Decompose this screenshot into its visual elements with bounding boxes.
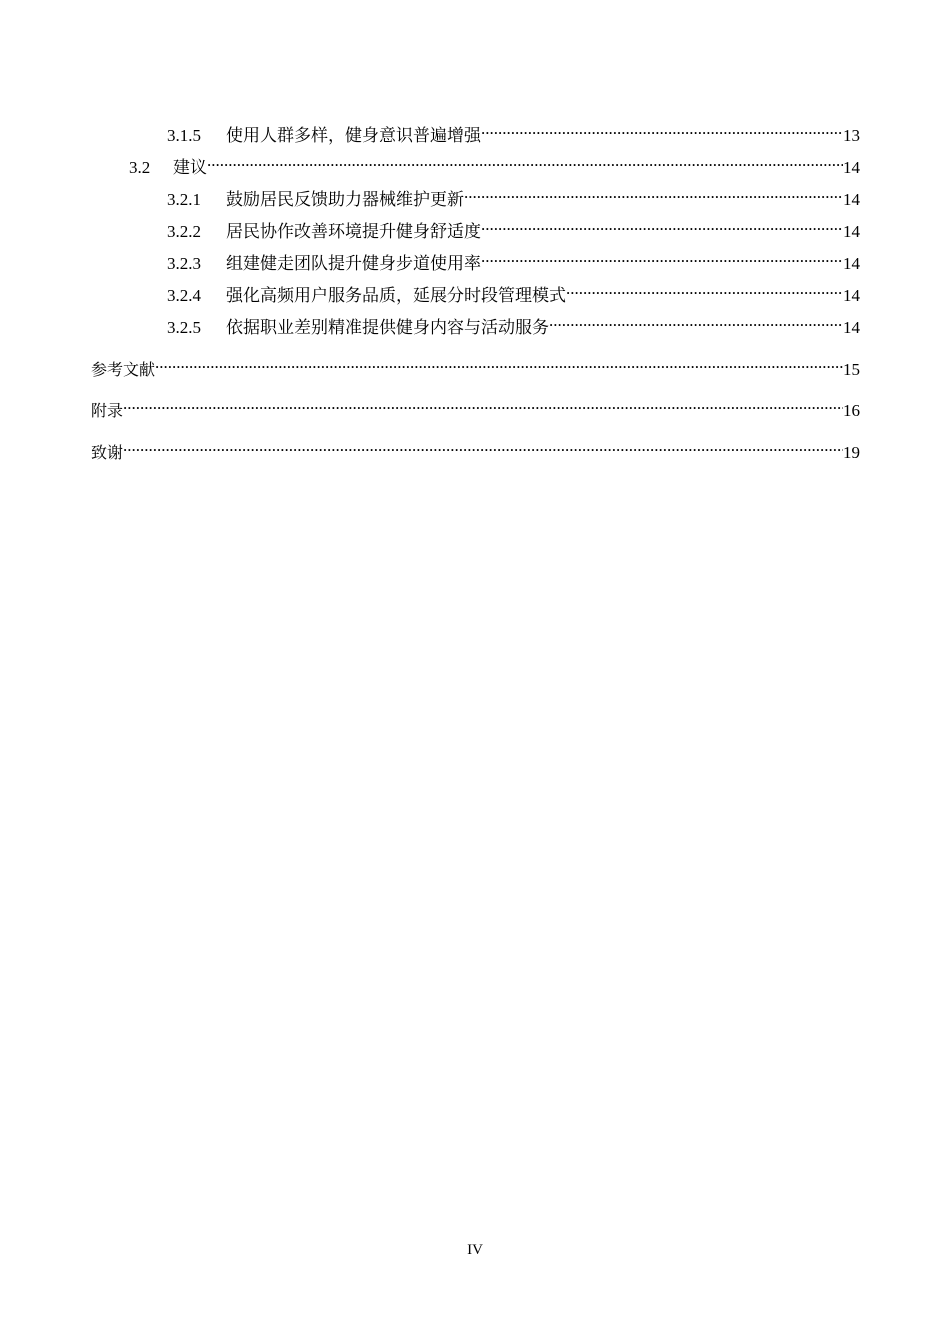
toc-entry-3-2-5[interactable] — [167, 311, 860, 339]
toc-entry-page: 13 — [843, 126, 860, 145]
toc-entry-number: 3.2.1 — [167, 190, 201, 209]
toc-entry-title: 参考文献 — [91, 360, 156, 379]
dot-leader — [207, 151, 843, 173]
toc-entry-3-2-3[interactable] — [167, 247, 860, 275]
toc-entry-number: 3.2.5 — [167, 318, 201, 337]
dot-leader — [549, 311, 843, 333]
toc-entry-acknowledgements[interactable] — [91, 436, 860, 464]
toc-entry-page: 14 — [843, 318, 860, 337]
toc-entry-page: 14 — [843, 158, 860, 177]
toc-entry-page: 15 — [843, 360, 860, 379]
dot-leader — [481, 215, 843, 237]
toc-entry-title: 强化高频用户服务品质，延展分时段管理模式 — [226, 286, 566, 305]
toc-entry-title: 致谢 — [91, 443, 124, 462]
dot-leader — [566, 279, 843, 301]
toc-entry-3-1-5[interactable] — [167, 119, 860, 147]
toc-entry-number: 3.2.2 — [167, 222, 201, 241]
dot-leader — [481, 247, 843, 269]
toc-entry-title: 鼓励居民反馈助力器械维护更新 — [226, 190, 464, 209]
toc-entry-3-2-1[interactable] — [167, 183, 860, 211]
toc-entry-title: 依据职业差别精准提供健身内容与活动服务 — [226, 318, 549, 337]
dot-leader — [123, 394, 843, 416]
toc-entry-number: 3.2 — [129, 158, 151, 177]
toc-entry-page: 14 — [843, 222, 860, 241]
dot-leader — [464, 183, 843, 205]
toc-entry-page: 14 — [843, 286, 860, 305]
toc-entry-3-2-2[interactable] — [167, 215, 860, 243]
toc-entry-title: 组建健走团队提升健身步道使用率 — [226, 254, 481, 273]
toc-entry-page: 19 — [843, 443, 860, 462]
toc-entry-title: 建议 — [173, 158, 207, 177]
toc-entry-number: 3.1.5 — [167, 126, 201, 145]
toc-entry-3-2-4[interactable] — [167, 279, 860, 307]
dot-leader — [123, 436, 843, 458]
toc-entry-appendix[interactable] — [91, 394, 860, 422]
toc-entry-title: 使用人群多样，健身意识普遍增强 — [226, 126, 481, 145]
toc-entry-number: 3.2.3 — [167, 254, 201, 273]
toc-entry-title: 附录 — [91, 401, 124, 420]
toc-entry-3-2[interactable] — [129, 151, 860, 179]
toc-entry-references[interactable] — [91, 353, 860, 381]
toc-entry-title: 居民协作改善环境提升健身舒适度 — [226, 222, 481, 241]
toc-entry-number: 3.2.4 — [167, 286, 201, 305]
toc-entry-page: 16 — [843, 401, 860, 420]
toc-entry-page: 14 — [843, 254, 860, 273]
toc-entry-page: 14 — [843, 190, 860, 209]
dot-leader — [155, 353, 843, 375]
page-number-footer: IV — [467, 1242, 483, 1258]
dot-leader — [481, 119, 843, 141]
